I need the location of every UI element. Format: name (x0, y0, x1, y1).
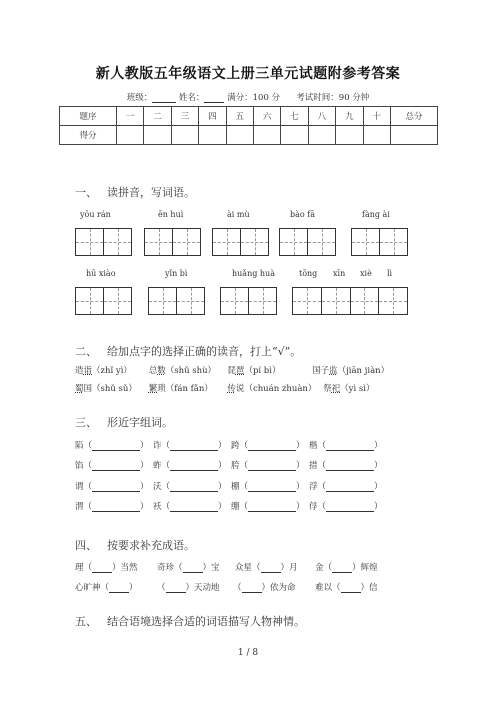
writing-grid[interactable] (144, 228, 201, 256)
answer-blank[interactable] (92, 441, 140, 451)
exam-time: 考试时间：90 分钟 (296, 93, 370, 103)
score-header-cell: 九 (336, 107, 363, 126)
score-header-cell: 十 (363, 107, 390, 126)
pronunciation-item: 祭祀（yì sì） (323, 384, 375, 394)
section5-heading (75, 613, 305, 629)
answer-blank[interactable] (326, 441, 374, 451)
score-header-cell: 七 (281, 107, 308, 126)
exam-info (0, 91, 496, 103)
score-cell[interactable] (336, 126, 363, 145)
pinyin: ēn huì (158, 210, 184, 219)
answer-blank[interactable] (170, 502, 218, 512)
name-label: 姓名： (178, 93, 205, 103)
idiom-item: 奇珍（ ）宝 (157, 563, 220, 573)
pronunciation-item: 琵琶（pí bì） (227, 366, 281, 376)
idiom-item: 难以（ ）信 (315, 583, 378, 593)
pronunciation-item: 传说（chuán zhuàn） (227, 384, 317, 394)
section-text: 按要求补充成语。 (107, 539, 195, 552)
pinyin: lì (387, 269, 393, 278)
word-row: 谓（ ） 沃（ ） 棚（ ） 浮（ ） (75, 482, 383, 492)
idiom-item: 金（ ）辉煌 (315, 563, 378, 573)
score-header-cell: 总分 (391, 107, 438, 126)
pinyin: xiè (360, 269, 372, 278)
score-table (59, 106, 438, 145)
score-cell[interactable] (253, 126, 280, 145)
pronunciation-line-1 (75, 364, 389, 376)
score-cell[interactable] (363, 126, 390, 145)
pinyin: hū xiào (86, 269, 116, 278)
pronunciation-item: 繁琐（fán fǎn） (148, 384, 213, 394)
section-number: 一、 (75, 186, 97, 199)
section1-heading (75, 184, 195, 200)
score-cell[interactable] (144, 126, 171, 145)
section-number: 三、 (75, 416, 97, 429)
score-header-cell: 题序 (60, 107, 117, 126)
section4-heading (75, 537, 195, 553)
answer-blank[interactable] (92, 461, 140, 471)
pinyin: yǐn bì (165, 269, 188, 278)
pinyin: xīn (333, 269, 346, 278)
section-text: 读拼音，写词语。 (107, 186, 195, 199)
pronunciation-item: 造诣（zhǐ yì） (75, 366, 132, 376)
idiom-item: 心旷神（ ） (75, 583, 138, 593)
page-number: 1 / 8 (237, 648, 259, 658)
answer-blank[interactable] (326, 461, 374, 471)
score-header-cell: 五 (226, 107, 253, 126)
pronunciation-item: 国子监（jiān jiàn） (312, 366, 390, 376)
writing-grid[interactable] (148, 287, 205, 315)
score-header-cell: 二 (144, 107, 171, 126)
writing-grid[interactable] (75, 228, 132, 256)
answer-blank[interactable] (341, 583, 361, 593)
answer-blank[interactable] (261, 563, 281, 573)
idiom-item: （ ）依为命 (233, 583, 296, 593)
idiom-item: （ ）天动地 (157, 583, 220, 593)
answer-blank[interactable] (166, 583, 186, 593)
score-value-row (60, 126, 438, 145)
pinyin: ài mù (227, 210, 250, 219)
answer-blank[interactable] (109, 583, 129, 593)
idiom-item: 众星（ ）月 (235, 563, 298, 573)
score-cell[interactable] (308, 126, 335, 145)
section-text: 结合语境选择合适的词语描写人物神情。 (107, 615, 305, 628)
section-text: 形近字组词。 (107, 416, 173, 429)
section-text: 给加点字的选择正确的读音，打上“√”。 (107, 345, 302, 358)
answer-blank[interactable] (92, 563, 112, 573)
answer-blank[interactable] (326, 502, 374, 512)
writing-grid[interactable] (292, 287, 408, 315)
idiom-item: 理（ ）当然 (75, 563, 138, 573)
writing-grid[interactable] (279, 228, 336, 256)
full-score: 满分：100 分 (227, 93, 281, 103)
pinyin: fàng ài (362, 210, 390, 219)
pinyin: tōng (299, 269, 318, 278)
name-blank (204, 93, 224, 103)
answer-blank[interactable] (92, 502, 140, 512)
pronunciation-item: 蜀国（shǔ sǔ） (75, 384, 137, 394)
word-row: 馅（ ） 蚱（ ） 胯（ ） 措（ ） (75, 461, 383, 471)
word-row: 渭（ ） 袄（ ） 绷（ ） 俘（ ） (75, 502, 383, 512)
section-number: 五、 (75, 615, 97, 628)
score-header-cell: 四 (199, 107, 226, 126)
score-row-label: 得分 (60, 126, 117, 145)
answer-blank[interactable] (248, 482, 296, 492)
answer-blank[interactable] (248, 502, 296, 512)
score-header-cell: 八 (308, 107, 335, 126)
answer-blank[interactable] (248, 441, 296, 451)
class-label: 班级： (126, 93, 153, 103)
score-cell[interactable] (226, 126, 253, 145)
score-header-row (60, 107, 438, 126)
writing-grid[interactable] (351, 228, 408, 256)
answer-blank[interactable] (242, 583, 262, 593)
score-cell[interactable] (199, 126, 226, 145)
pinyin: huǎng huà (232, 269, 275, 278)
score-cell[interactable] (391, 126, 438, 145)
document-title: 新人教版五年级语文上册三单元试题附参考答案 (95, 66, 401, 82)
writing-grid[interactable] (212, 228, 269, 256)
section-number: 二、 (75, 345, 97, 358)
section3-heading (75, 414, 173, 430)
class-blank (152, 93, 176, 103)
pronunciation-line-2 (75, 382, 374, 394)
writing-grid[interactable] (75, 287, 132, 315)
answer-blank[interactable] (170, 482, 218, 492)
answer-blank[interactable] (332, 563, 352, 573)
answer-blank[interactable] (326, 482, 374, 492)
writing-grid[interactable] (220, 287, 277, 315)
answer-blank[interactable] (183, 563, 203, 573)
idiom-line-2 (75, 581, 378, 593)
answer-blank[interactable] (92, 482, 140, 492)
score-header-cell: 一 (117, 107, 144, 126)
section2-heading (75, 343, 301, 359)
score-cell[interactable] (117, 126, 144, 145)
answer-blank[interactable] (170, 461, 218, 471)
score-cell[interactable] (171, 126, 198, 145)
score-cell[interactable] (281, 126, 308, 145)
idiom-line-1 (75, 561, 378, 573)
pinyin: yōu rán (80, 210, 111, 219)
pinyin: bào fā (290, 210, 315, 219)
score-header-cell: 三 (171, 107, 198, 126)
answer-blank[interactable] (248, 461, 296, 471)
answer-blank[interactable] (170, 441, 218, 451)
section-number: 四、 (75, 539, 97, 552)
score-header-cell: 六 (253, 107, 280, 126)
pronunciation-item: 总数（shǔ shù） (148, 366, 217, 376)
word-row: 陷（ ） 诈（ ） 跨（ ） 楷（ ） (75, 441, 383, 451)
